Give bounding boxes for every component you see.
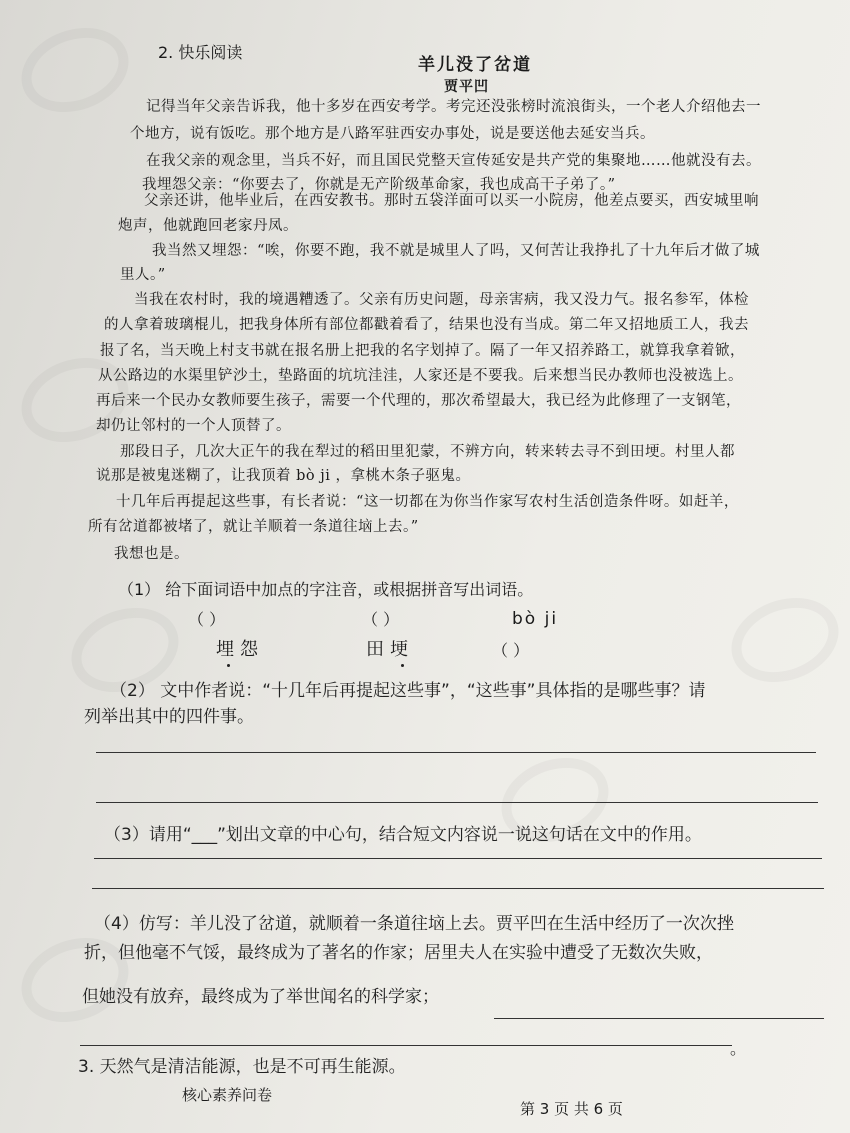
story-line: 我埋怨父亲：“你要去了，你就是无产阶级革命家，我也成高干子弟了。” xyxy=(142,177,616,193)
answer-line[interactable] xyxy=(96,752,816,753)
answer-line[interactable] xyxy=(92,888,824,889)
story-line: 再后来一个民办女教师要生孩子，需要一个代理的，那次希望最大，我已经为此修理了一支钢笔， xyxy=(96,393,741,409)
story-line: 我想也是。 xyxy=(114,546,189,562)
word-tian-geng xyxy=(366,635,414,661)
answer-line[interactable] xyxy=(96,802,818,803)
page-number: 第 3 页 共 6 页 xyxy=(520,1100,623,1118)
story-line: 所有岔道都被堵了，就让羊顺着一条道往垴上去。” xyxy=(88,519,419,535)
word-char: 怨 xyxy=(240,639,264,660)
story-line: 炮声，他就跑回老家丹凤。 xyxy=(118,218,298,234)
watermark-ring xyxy=(720,584,850,697)
story-line: 十几年后再提起这些事，有长者说：“这一切都在为你当作家写农村生活创造条件呀。如赶羊， xyxy=(116,494,739,510)
section-heading: 2. 快乐阅读 xyxy=(158,43,243,62)
dotted-char: 埋 xyxy=(216,635,240,661)
story-line: 却仍让邻村的一个人顶替了。 xyxy=(96,418,291,434)
story-line: 在我父亲的观念里，当兵不好，而且国民党整天宣传延安是共产党的集聚地……他就没有去。 xyxy=(146,153,761,169)
answer-line[interactable] xyxy=(80,1045,732,1046)
answer-line[interactable] xyxy=(494,1018,824,1019)
story-line: 父亲还讲，他毕业后，在西安教书。那时五袋洋面可以买一小院房，他差点要买，西安城里响 xyxy=(144,193,759,209)
story-line: 报了名，当天晚上村支书就在报名册上把我的名字划掉了。隔了一年又招养路工，就算我拿着锨， xyxy=(100,343,745,359)
story-line: 从公路边的水渠里铲沙土，垫路面的坑坑洼洼，人家还是不要我。后来想当民办教师也没被选上。 xyxy=(98,368,743,384)
story-line: 的人拿着玻璃棍儿，把我身体所有部位都戳着看了，结果也没有当成。第二年又招地质工人，我去 xyxy=(104,317,749,333)
question-3-main: 3. 天然气是清洁能源，也是不可再生能源。 xyxy=(78,1057,406,1077)
dotted-char: 埂 xyxy=(390,635,414,661)
question-2-line-1: （2） 文中作者说：“十几年后再提起这些事”，“这些事”具体指的是哪些事？请 xyxy=(110,681,706,701)
footer-title: 核心素养问卷 xyxy=(182,1086,273,1104)
story-title: 羊儿没了岔道 xyxy=(418,55,532,75)
word-mai-yuan xyxy=(216,635,264,661)
answer-paren-2: （ ） xyxy=(362,610,400,629)
question-1: （1） 给下面词语中加点的字注音，或根据拼音写出词语。 xyxy=(118,580,534,599)
question-2-line-2: 列举出其中的四件事。 xyxy=(84,707,254,727)
answer-paren-1: （ ） xyxy=(188,610,226,629)
story-line: 我当然又埋怨：“唉，你要不跑，我不就是城里人了吗，又何苦让我挣扎了十九年后才做了城 xyxy=(152,243,760,259)
story-author: 贾平凹 xyxy=(444,79,489,95)
question-4-line-1: （4）仿写：羊儿没了岔道，就顺着一条道往垴上去。贾平凹在生活中经历了一次次挫 xyxy=(94,914,734,934)
pinyin-bo-ji: bò ji xyxy=(512,609,559,629)
story-line: 里人。” xyxy=(120,267,166,283)
story-line: 记得当年父亲告诉我，他十多岁在西安考学。考完还没张榜时流浪街头，一个老人介绍他去一 xyxy=(146,99,761,115)
watermark-ring xyxy=(10,14,141,127)
word-char: 田 xyxy=(366,639,390,660)
answer-end-mark: 。 xyxy=(730,1039,747,1058)
story-line: 那段日子，几次大正午的我在犁过的稻田里犯蒙，不辨方向，转来转去寻不到田埂。村里人都 xyxy=(120,444,735,460)
question-3: （3）请用“___”划出文章的中心句，结合短文内容说一说这句话在文中的作用。 xyxy=(104,825,702,845)
answer-line[interactable] xyxy=(94,858,822,859)
question-4-line-3: 但她没有放弃，最终成为了举世闻名的科学家； xyxy=(82,987,439,1007)
answer-paren-3: （ ） xyxy=(492,641,530,660)
story-line: 当我在农村时，我的境遇糟透了。父亲有历史问题，母亲害病，我又没力气。报名参军，体检 xyxy=(134,292,749,308)
story-line: 个地方，说有饭吃。那个地方是八路军驻西安办事处，说是要送他去延安当兵。 xyxy=(130,126,655,142)
question-4-line-2: 折，但他毫不气馁，最终成为了著名的作家；居里夫人在实验中遭受了无数次失败， xyxy=(84,943,713,963)
story-line: 说那是被鬼迷糊了，让我顶着 bò ji ，拿桃木条子驱鬼。 xyxy=(96,468,471,484)
